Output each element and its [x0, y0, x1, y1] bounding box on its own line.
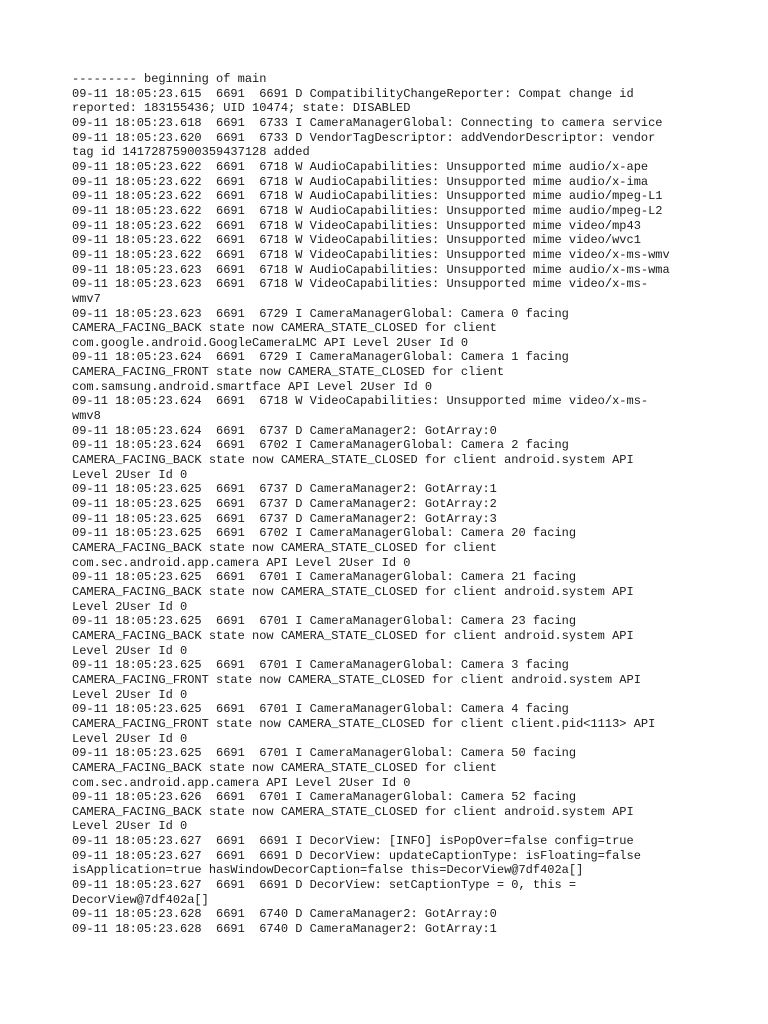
log-line: 09-11 18:05:23.622 6691 6718 W AudioCapabilities: Unsupported mime audio/mpeg-L2 [72, 203, 663, 218]
log-line: 09-11 18:05:23.625 6691 6701 I CameraManagerGlobal: Camera 50 facing [72, 746, 577, 761]
log-text-body [72, 72, 712, 937]
log-line: Level 2User Id 0 [72, 599, 188, 614]
log-line: 09-11 18:05:23.627 6691 6691 I DecorView: [INFO] isPopOver=false config=true [72, 834, 634, 849]
log-line: CAMERA_FACING_FRONT state now CAMERA_STATE_CLOSED for client [72, 365, 505, 380]
log-line: 09-11 18:05:23.627 6691 6691 D DecorView: updateCaptionType: isFloating=false [72, 848, 641, 863]
log-line: com.google.android.GoogleCameraLMC API Level 2User Id 0 [72, 335, 469, 350]
log-line: 09-11 18:05:23.623 6691 6729 I CameraManagerGlobal: Camera 0 facing [72, 306, 569, 321]
log-line: CAMERA_FACING_BACK state now CAMERA_STATE_CLOSED for client android.system API [72, 628, 634, 643]
log-line: DecorView@7df402a[] [72, 892, 209, 907]
log-line: 09-11 18:05:23.625 6691 6737 D CameraManager2: GotArray:3 [72, 511, 497, 526]
log-line: 09-11 18:05:23.625 6691 6702 I CameraManagerGlobal: Camera 20 facing [72, 526, 577, 541]
log-line: reported: 183155436; UID 10474; state: DISABLED [72, 101, 411, 116]
log-line: 09-11 18:05:23.625 6691 6737 D CameraManager2: GotArray:1 [72, 482, 497, 497]
log-line: CAMERA_FACING_FRONT state now CAMERA_STATE_CLOSED for client android.system API [72, 672, 641, 687]
log-line: com.samsung.android.smartface API Level 2User Id 0 [72, 379, 433, 394]
log-line: CAMERA_FACING_BACK state now CAMERA_STATE_CLOSED for client [72, 541, 497, 555]
log-line: 09-11 18:05:23.618 6691 6733 I CameraManagerGlobal: Connecting to camera service [72, 115, 663, 130]
log-line: 09-11 18:05:23.625 6691 6701 I CameraManagerGlobal: Camera 21 facing [72, 570, 577, 585]
log-line: 09-11 18:05:23.628 6691 6740 D CameraManager2: GotArray:1 [72, 922, 497, 937]
log-line: 09-11 18:05:23.622 6691 6718 W VideoCapabilities: Unsupported mime video/mp43 [72, 218, 641, 233]
log-line: Level 2User Id 0 [72, 819, 188, 834]
log-line: 09-11 18:05:23.622 6691 6718 W VideoCapabilities: Unsupported mime video/wvc1 [72, 233, 641, 248]
log-line: com.sec.android.app.camera API Level 2User Id 0 [72, 555, 411, 570]
log-line: CAMERA_FACING_BACK state now CAMERA_STATE_CLOSED for client android.system API [72, 804, 634, 819]
log-line: Level 2User Id 0 [72, 687, 188, 702]
log-line: 09-11 18:05:23.615 6691 6691 D CompatibilityChangeReporter: Compat change id [72, 86, 634, 101]
log-line: 09-11 18:05:23.622 6691 6718 W AudioCapabilities: Unsupported mime audio/x-ima [72, 174, 649, 189]
log-document [72, 72, 712, 937]
log-line: Level 2User Id 0 [72, 731, 188, 746]
log-line: 09-11 18:05:23.624 6691 6718 W VideoCapabilities: Unsupported mime video/x-ms- [72, 394, 649, 409]
log-line: 09-11 18:05:23.623 6691 6718 W AudioCapabilities: Unsupported mime audio/x-ms-wma [72, 262, 670, 277]
log-line: 09-11 18:05:23.622 6691 6718 W VideoCapabilities: Unsupported mime video/x-ms-wmv [72, 247, 670, 262]
log-line: --------- beginning of main [72, 72, 267, 86]
log-line: 09-11 18:05:23.625 6691 6701 I CameraManagerGlobal: Camera 3 facing [72, 658, 569, 673]
log-line: 09-11 18:05:23.628 6691 6740 D CameraManager2: GotArray:0 [72, 907, 497, 922]
log-line: tag id 14172875900359437128 added [72, 145, 310, 160]
log-line: wmv8 [72, 409, 101, 424]
log-line: 09-11 18:05:23.625 6691 6701 I CameraManagerGlobal: Camera 4 facing [72, 702, 569, 717]
log-line: 09-11 18:05:23.624 6691 6737 D CameraManager2: GotArray:0 [72, 423, 497, 438]
log-line: 09-11 18:05:23.624 6691 6729 I CameraManagerGlobal: Camera 1 facing [72, 350, 569, 365]
log-line: CAMERA_FACING_BACK state now CAMERA_STATE_CLOSED for client android.system API [72, 584, 634, 599]
log-line: wmv7 [72, 291, 101, 306]
log-line: 09-11 18:05:23.625 6691 6701 I CameraManagerGlobal: Camera 23 facing [72, 614, 577, 629]
log-line: 09-11 18:05:23.622 6691 6718 W AudioCapabilities: Unsupported mime audio/mpeg-L1 [72, 189, 663, 204]
log-line: CAMERA_FACING_BACK state now CAMERA_STATE_CLOSED for client [72, 760, 497, 775]
log-line: CAMERA_FACING_BACK state now CAMERA_STATE_CLOSED for client [72, 321, 497, 336]
log-line: 09-11 18:05:23.626 6691 6701 I CameraManagerGlobal: Camera 52 facing [72, 790, 577, 805]
log-line: 09-11 18:05:23.627 6691 6691 D DecorView: setCaptionType = 0, this = [72, 878, 577, 893]
log-line: CAMERA_FACING_FRONT state now CAMERA_STATE_CLOSED for client client.pid<1113> API [72, 716, 656, 731]
log-line: CAMERA_FACING_BACK state now CAMERA_STATE_CLOSED for client android.system API [72, 453, 634, 468]
log-line: com.sec.android.app.camera API Level 2User Id 0 [72, 775, 411, 790]
log-line: 09-11 18:05:23.625 6691 6737 D CameraManager2: GotArray:2 [72, 497, 497, 512]
log-line: 09-11 18:05:23.623 6691 6718 W VideoCapabilities: Unsupported mime video/x-ms- [72, 277, 649, 292]
log-line: Level 2User Id 0 [72, 467, 188, 482]
log-line: 09-11 18:05:23.624 6691 6702 I CameraManagerGlobal: Camera 2 facing [72, 438, 569, 453]
log-line: 09-11 18:05:23.622 6691 6718 W AudioCapabilities: Unsupported mime audio/x-ape [72, 159, 649, 174]
log-line: 09-11 18:05:23.620 6691 6733 D VendorTagDescriptor: addVendorDescriptor: vendor [72, 130, 656, 145]
log-line: Level 2User Id 0 [72, 643, 188, 658]
log-line: isApplication=true hasWindowDecorCaption=false this=DecorView@7df402a[] [72, 863, 584, 878]
